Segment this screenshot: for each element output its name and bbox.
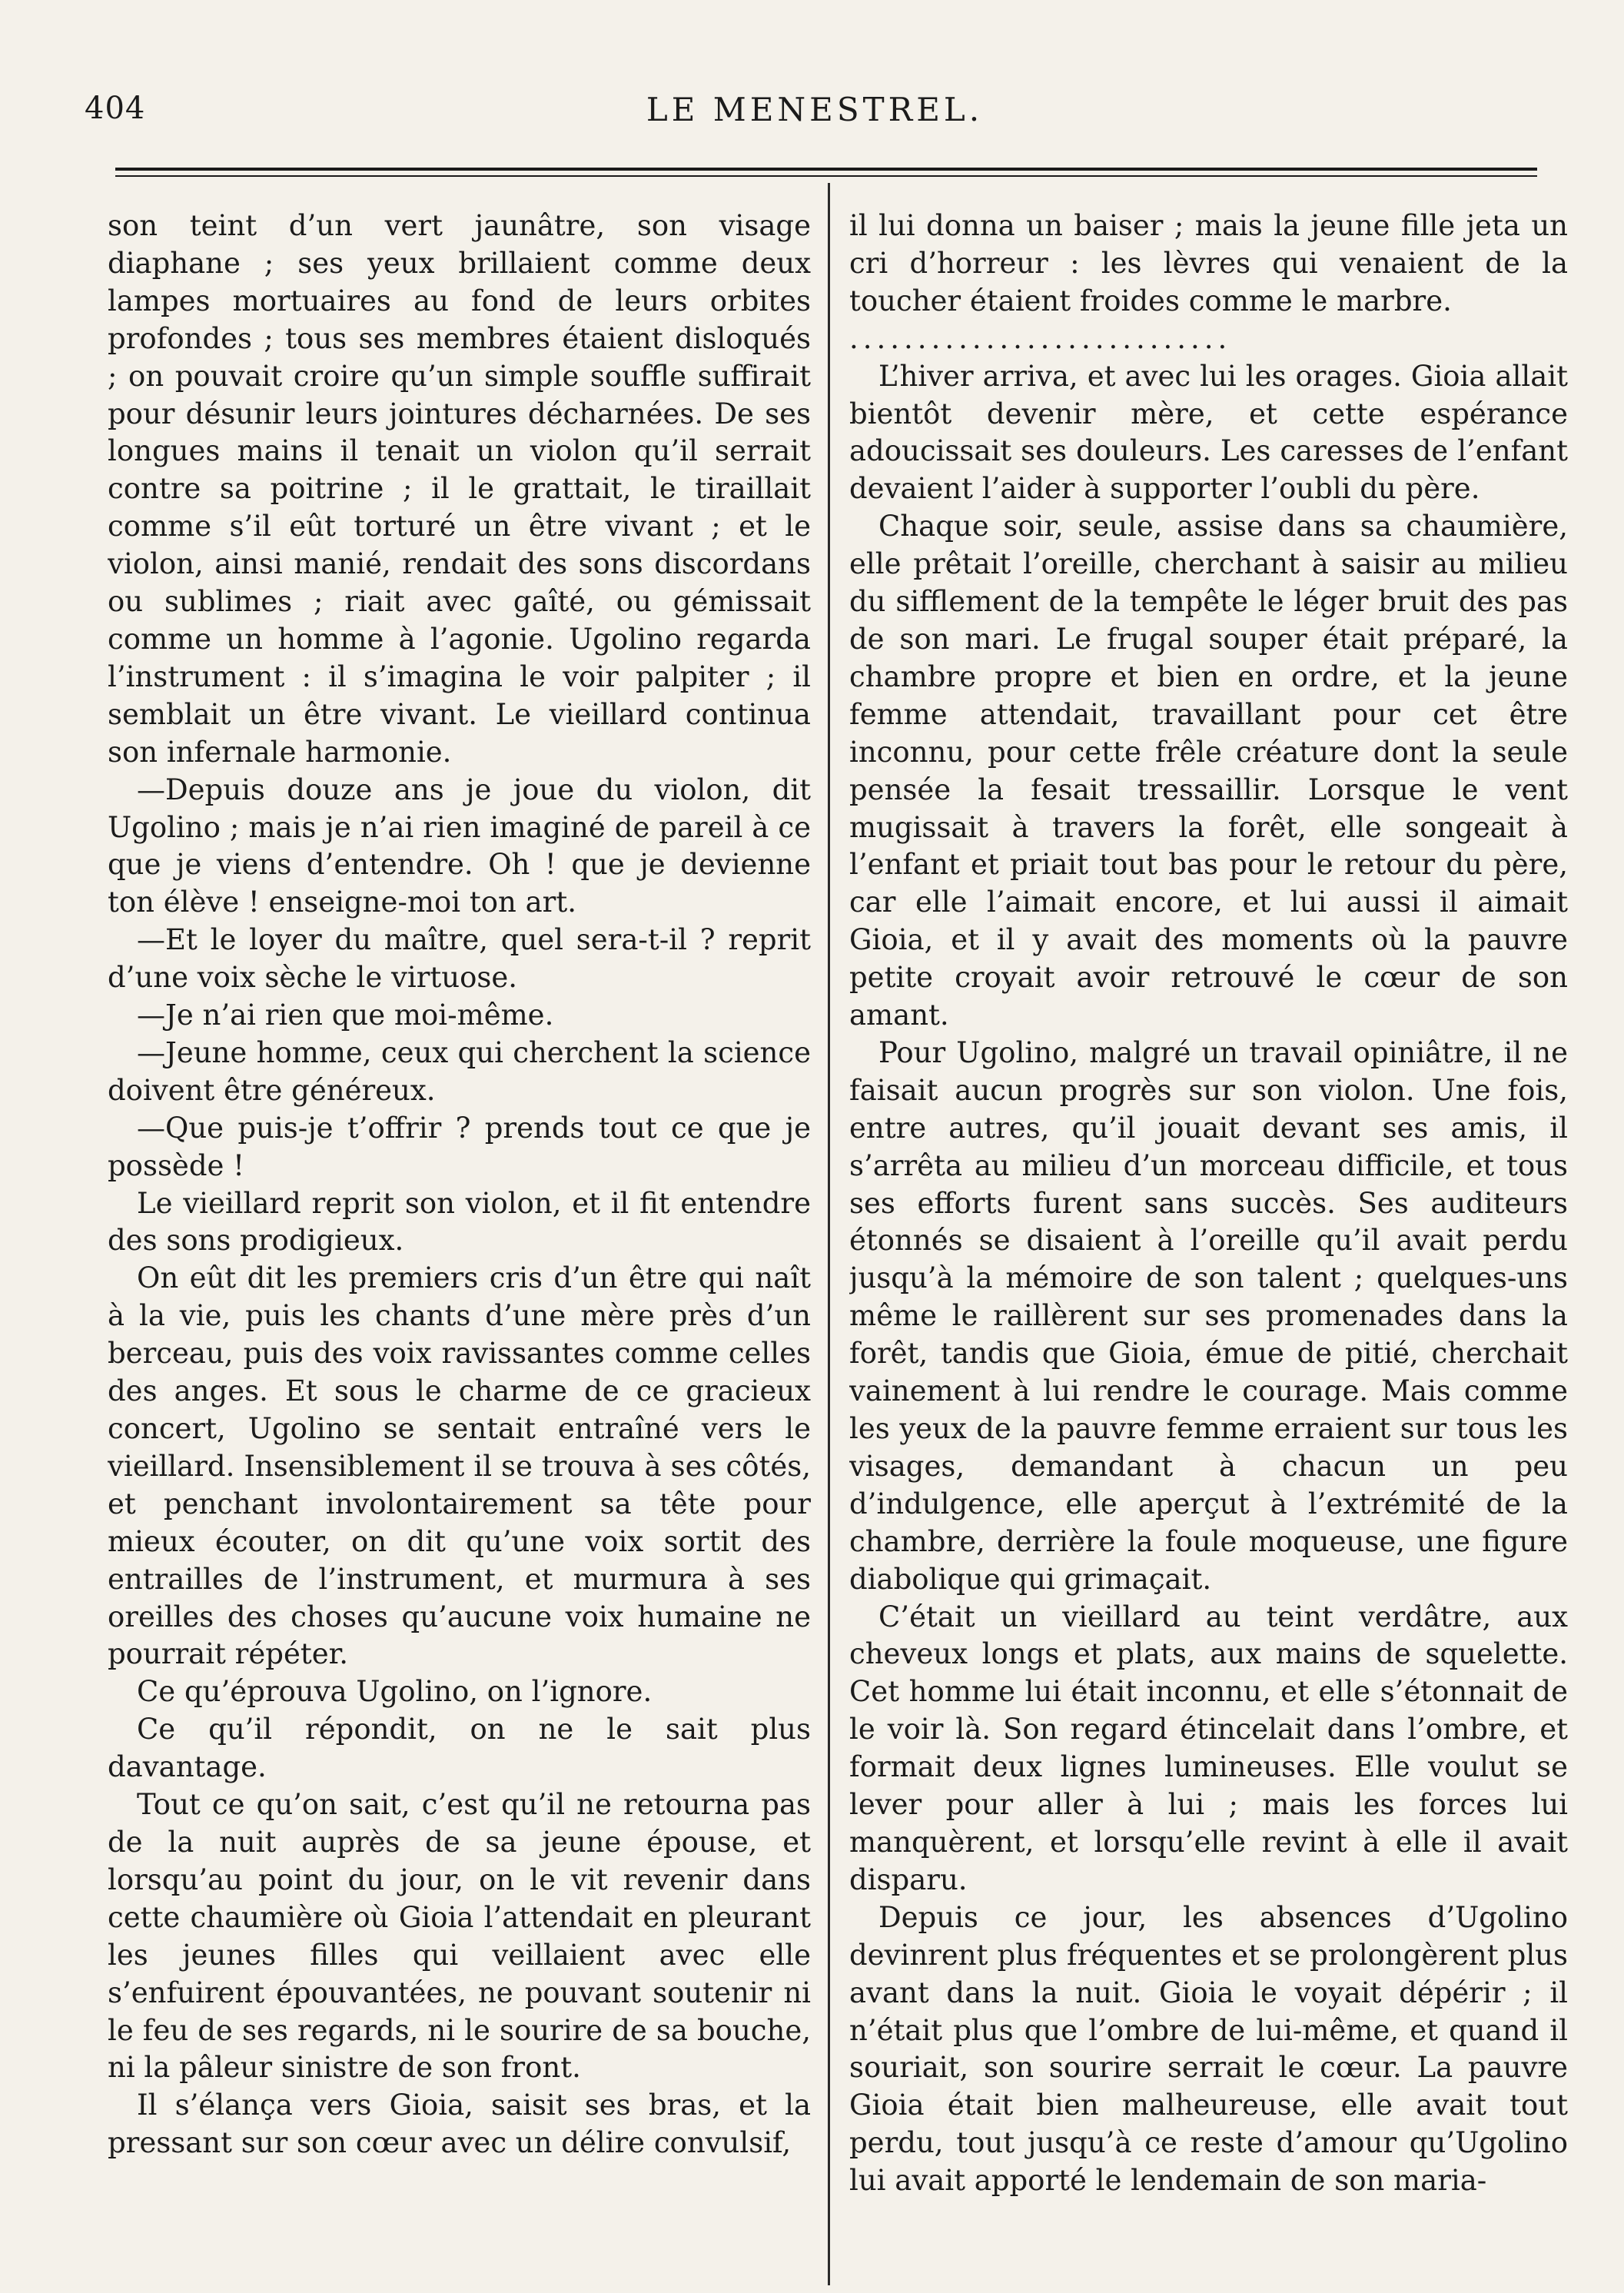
paragraph: —Que puis-je t’offrir ? prends tout ce que je possède ! [108,1111,811,1182]
paragraph: C’était un vieillard au teint verdâtre, aux cheveux longs et plats, aux mains de squelette. Cet homme lui était inconnu, et elle s’étonnait de le voir là. Son regard étincelait dans l’ombre, et formait deux lignes lumineuses. Elle voulut se lever pour aller à lui ; mais les forces lui manquèrent, et lorsqu’elle revint à elle il avait disparu. [849,1600,1568,1896]
paragraph: —Et le loyer du maître, quel sera-t-il ? reprit d’une voix sèche le virtuose. [108,923,811,995]
header-rule-thick [115,168,1537,171]
paragraph: On eût dit les premiers cris d’un être qui naît à la vie, puis les chants d’une mère près d’un berceau, puis des voix ravissantes comme celles des anges. Et sous le charme de ce gracieux concert, Ugolino se sentait entraîné vers le vieillard. Insensiblement il se trouva à ses côtés, et penchant involontairement sa tête pour mieux écouter, on dit qu’une voix sortit des entrailles de l’instrument, et murmura à ses oreilles des choses qu’aucune voix humaine ne pourrait répéter. [108,1261,811,1671]
paragraph: Le vieillard reprit son violon, et il fit entendre des sons prodigieux. [108,1186,811,1258]
section-separator: ............................ [849,321,1232,355]
left-column [108,208,811,2283]
header-rule-thin [115,175,1537,177]
paragraph: Il s’élança vers Gioia, saisit ses bras, et la pressant sur son cœur avec un délire convulsif, [108,2089,811,2160]
paragraph: il lui donna un baiser ; mais la jeune fille jeta un cri d’horreur : les lèvres qui venaient de la toucher étaient froides comme le marbre. [849,209,1568,317]
paragraph: Pour Ugolino, malgré un travail opiniâtre, il ne faisait aucun progrès sur son violon. Une fois, entre autres, qu’il jouait devant ses amis, il s’arrêta au milieu d’un morceau difficile, et tous ses efforts furent sans succès. Ses auditeurs étonnés se disaient à l’oreille qu’il avait perdu jusqu’à la mémoire de son talent ; quelques-uns même le raillèrent sur ses promenades dans la forêt, tandis que Gioia, émue de pitié, cherchait vainement à lui rendre le courage. Mais comme les yeux de la pauvre femme erraient sur tous les visages, demandant à chacun un peu d’indulgence, elle aperçut à l’extrémité de la chambre, derrière la foule moqueuse, une figure diabolique qui grimaçait. [849,1035,1568,1596]
page-number: 404 [85,91,146,126]
paragraph: son teint d’un vert jaunâtre, son visage diaphane ; ses yeux brillaient comme deux lampes mortuaires au fond de leurs orbites profondes ; tous ses membres étaient disloqués ; on pouvait croire qu’un simple souffle suffirait pour désunir leurs jointures décharnées. De ses longues mains il tenait un violon qu’il serrait contre sa poitrine ; il le grattait, le tiraillait comme s’il eût torturé un être vivant ; et le violon, ainsi manié, rendait des sons discordans ou sublimes ; riait avec gaîté, ou gémissait comme un homme à l’agonie. Ugolino regarda l’instrument : il s’imagina le voir palpiter ; il semblait un être vivant. Le vieillard continua son infernale harmonie. [108,209,811,769]
paragraph: L’hiver arriva, et avec lui les orages. Gioia allait bientôt devenir mère, et cette espérance adoucissait ses douleurs. Les caresses de l’enfant devaient l’aider à supporter l’oubli du père. [849,359,1568,506]
paragraph: —Jeune homme, ceux qui cherchent la science doivent être généreux. [108,1035,811,1107]
paragraph: —Je n’ai rien que moi-même. [137,999,554,1032]
page-header [85,91,1545,145]
running-title: LE MENESTREL. [646,91,984,128]
paragraph: Chaque soir, seule, assise dans sa chaumière, elle prêtait l’oreille, cherchant à saisir au milieu du sifflement de la tempête le léger bruit des pas de son mari. Le frugal souper était préparé, la chambre propre et bien en ordre, et la jeune femme attendait, travaillant pour cet être inconnu, pour cette frêle créature dont la seule pensée la fesait tressaillir. Lorsque le vent mugissait à travers la forêt, elle songeait à l’enfant et priait tout bas pour le retour du père, car elle l’aimait encore, et lui aussi il aimait Gioia, et il y avait des moments où la pauvre petite croyait avoir retrouvé le cœur de son amant. [849,510,1568,1032]
paragraph: Depuis ce jour, les absences d’Ugolino devinrent plus fréquentes et se prolongèrent plus avant dans la nuit. Gioia le voyait dépérir ; il n’était plus que l’ombre de lui-même, et quand il souriait, son sourire serrait le cœur. La pauvre Gioia était bien malheureuse, elle avait tout perdu, tout jusqu’à ce reste d’amour qu’Ugolino lui avait apporté le lendemain de son maria- [849,1900,1568,2198]
paragraph: Ce qu’il répondit, on ne le sait plus davantage. [108,1713,811,1784]
column-divider [828,183,830,2285]
paragraph: Ce qu’éprouva Ugolino, on l’ignore. [137,1675,653,1709]
paragraph: Tout ce qu’on sait, c’est qu’il ne retourna pas de la nuit auprès de sa jeune épouse, et lorsqu’au point du jour, on le vit revenir dans cette chaumière où Gioia l’attendait en pleurant les jeunes filles qui veillaient avec elle s’enfuirent épouvantées, ne pouvant soutenir ni le feu de ses regards, ni le sourire de sa bouche, ni la pâleur sinistre de son front. [108,1788,811,2085]
right-column [849,208,1568,2283]
paragraph: —Depuis douze ans je joue du violon, dit Ugolino ; mais je n’ai rien imaginé de pareil à ce que je viens d’entendre. Oh ! que je devienne ton élève ! enseigne-moi ton art. [108,773,811,919]
